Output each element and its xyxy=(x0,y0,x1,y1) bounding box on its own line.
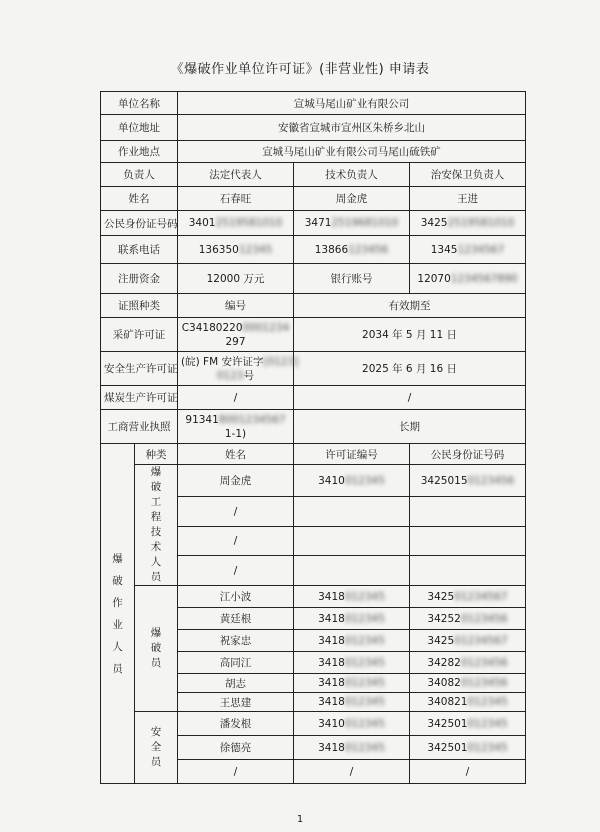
blaster-name: 高同江 xyxy=(178,652,294,674)
safety-officer-name: 徐德亮 xyxy=(178,736,294,760)
blaster-license: 3418012345 xyxy=(294,586,410,608)
work-site-label: 作业地点 xyxy=(101,141,178,163)
unit-address-row xyxy=(101,115,526,141)
blaster-name: 胡志 xyxy=(178,674,294,693)
name-label: 姓名 xyxy=(101,187,178,211)
blaster-id: 342501234567 xyxy=(410,630,526,652)
safety-officers-label: 安 全 员 xyxy=(135,712,178,784)
blaster-id: 340821012345 xyxy=(410,693,526,712)
engineer-id xyxy=(410,526,526,556)
coal-license-row xyxy=(101,386,526,410)
safety-officer-id: 342501012345 xyxy=(410,736,526,760)
capital-row xyxy=(101,264,526,294)
license-no-label: 许可证编号 xyxy=(294,444,410,465)
engineer-license xyxy=(294,497,410,527)
security-lead-name: 王进 xyxy=(410,187,526,211)
legal-rep-id: 34012519581010 xyxy=(178,211,294,236)
blaster-id: 340820123456 xyxy=(410,674,526,693)
safety-officer-license: 3418012345 xyxy=(294,736,410,760)
valid-until-label: 有效期至 xyxy=(294,294,526,318)
table-row xyxy=(101,712,526,736)
unit-address-value: 安徽省宣城市宣州区朱桥乡北山 xyxy=(178,115,526,141)
safety-officer-id: / xyxy=(410,760,526,784)
security-lead-phone: 13451234567 xyxy=(410,236,526,264)
name-row xyxy=(101,187,526,211)
staff-header-row xyxy=(101,444,526,465)
tech-lead-label: 技术负责人 xyxy=(294,163,410,187)
id-label: 公民身份证号码 xyxy=(101,211,178,236)
staff-name-label: 姓名 xyxy=(178,444,294,465)
work-site-row xyxy=(101,141,526,163)
safety-officer-license: 3410012345 xyxy=(294,712,410,736)
tech-lead-id: 34712519681010 xyxy=(294,211,410,236)
responsible-header-row xyxy=(101,163,526,187)
cert-header-row xyxy=(101,294,526,318)
blaster-license: 3418012345 xyxy=(294,652,410,674)
engineer-id xyxy=(410,497,526,527)
blaster-license: 3418012345 xyxy=(294,630,410,652)
blaster-name: 江小波 xyxy=(178,586,294,608)
cert-number-label: 编号 xyxy=(178,294,294,318)
application-form-table xyxy=(100,91,526,784)
blaster-name: 王思建 xyxy=(178,693,294,712)
business-license-label: 工商营业执照 xyxy=(101,410,178,444)
unit-name-value: 宣城马尾山矿业有限公司 xyxy=(178,92,526,115)
category-label: 种类 xyxy=(135,444,178,465)
work-site-value: 宣城马尾山矿业有限公司马尾山硫铁矿 xyxy=(178,141,526,163)
engineer-id: 34250150123456 xyxy=(410,465,526,497)
mining-license-number: C341802200001234 297 xyxy=(178,318,294,352)
safety-license-number: (皖) FM 安许证字[0123] 0123号 xyxy=(178,352,294,386)
security-lead-id: 34252519581010 xyxy=(410,211,526,236)
capital-value: 12000 万元 xyxy=(178,264,294,294)
phone-label: 联系电话 xyxy=(101,236,178,264)
engineers-label: 爆 破 工 程 技 术 人 员 xyxy=(135,465,178,586)
safety-officer-license: / xyxy=(294,760,410,784)
blaster-license: 3418012345 xyxy=(294,674,410,693)
table-row xyxy=(101,586,526,608)
business-license-valid: 长期 xyxy=(294,410,526,444)
blaster-id: 342520123456 xyxy=(410,608,526,630)
safety-officer-id: 342501012345 xyxy=(410,712,526,736)
engineer-name: / xyxy=(178,556,294,586)
engineer-license: 3410012345 xyxy=(294,465,410,497)
safety-license-row xyxy=(101,352,526,386)
unit-name-row xyxy=(101,92,526,115)
blaster-name: 祝家忠 xyxy=(178,630,294,652)
engineer-license xyxy=(294,556,410,586)
safety-officer-name: 潘发根 xyxy=(178,712,294,736)
tech-lead-name: 周金虎 xyxy=(294,187,410,211)
capital-label: 注册资金 xyxy=(101,264,178,294)
safety-license-valid: 2025 年 6 月 16 日 xyxy=(294,352,526,386)
unit-name-label: 单位名称 xyxy=(101,92,178,115)
staff-section-label: 爆 破 作 业 人 员 xyxy=(101,444,135,784)
page-number: 1 xyxy=(296,814,304,825)
blasters-label: 爆 破 员 xyxy=(135,586,178,712)
business-license-number: 913418001234567 1-1) xyxy=(178,410,294,444)
coal-license-label: 煤炭生产许可证 xyxy=(101,386,178,410)
cert-type-label: 证照种类 xyxy=(101,294,178,318)
legal-rep-label: 法定代表人 xyxy=(178,163,294,187)
legal-rep-phone: 13635012345 xyxy=(178,236,294,264)
engineer-license xyxy=(294,526,410,556)
blaster-id: 342820123456 xyxy=(410,652,526,674)
id-row xyxy=(101,211,526,236)
legal-rep-name: 石春旺 xyxy=(178,187,294,211)
responsible-label: 负责人 xyxy=(101,163,178,187)
table-row xyxy=(101,465,526,497)
safety-officer-name: / xyxy=(178,760,294,784)
bank-label: 银行账号 xyxy=(294,264,410,294)
unit-address-label: 单位地址 xyxy=(101,115,178,141)
engineer-name: 周金虎 xyxy=(178,465,294,497)
security-lead-label: 治安保卫负责人 xyxy=(410,163,526,187)
tech-lead-phone: 13866123456 xyxy=(294,236,410,264)
engineer-name: / xyxy=(178,497,294,527)
phone-row xyxy=(101,236,526,264)
blaster-license: 3418012345 xyxy=(294,608,410,630)
mining-license-label: 采矿许可证 xyxy=(101,318,178,352)
safety-license-label: 安全生产许可证 xyxy=(101,352,178,386)
coal-license-valid: / xyxy=(294,386,526,410)
staff-id-label: 公民身份证号码 xyxy=(410,444,526,465)
coal-license-number: / xyxy=(178,386,294,410)
blaster-id: 342501234567 xyxy=(410,586,526,608)
engineer-id xyxy=(410,556,526,586)
blaster-name: 黄廷根 xyxy=(178,608,294,630)
business-license-row xyxy=(101,410,526,444)
mining-license-valid: 2034 年 5 月 11 日 xyxy=(294,318,526,352)
mining-license-row xyxy=(101,318,526,352)
blaster-license: 3418012345 xyxy=(294,693,410,712)
engineer-name: / xyxy=(178,526,294,556)
bank-value: 120701234567890 xyxy=(410,264,526,294)
page-title: 《爆破作业单位许可证》(非营业性) 申请表 xyxy=(170,62,430,77)
